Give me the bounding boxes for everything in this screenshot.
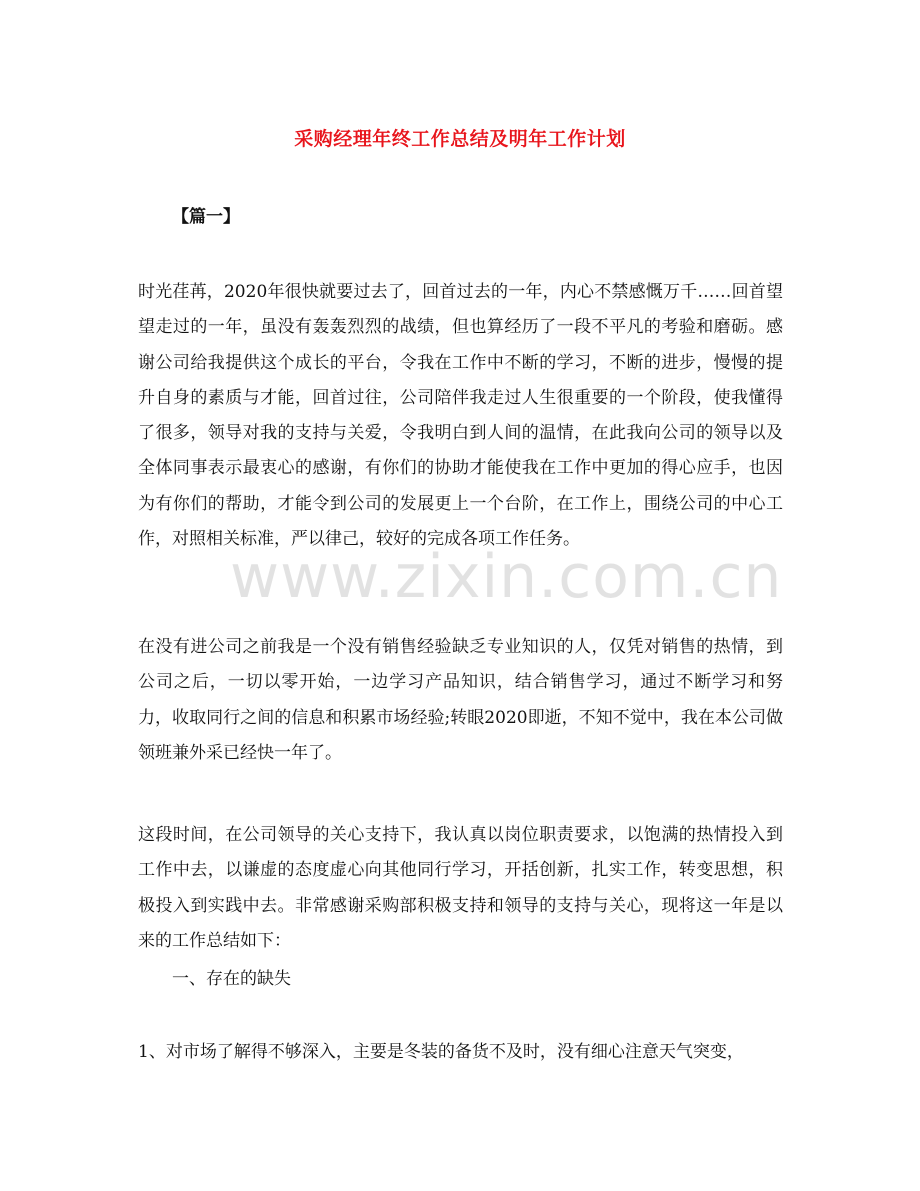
list-item-1: 1、对市场了解得不够深入，主要是冬装的备货不及时，没有细心注意天气突变， bbox=[138, 1042, 744, 1062]
paragraph-1: 时光荏苒，2020年很快就要过去了，回首过去的一年，内心不禁感慨万千……回首望望走过的一年，虽没有轰轰烈烈的战绩，但也算经历了一段不平凡的考验和磨砺。感谢公司给我提供这个成长的平台，令我在工作中不断的学习，不断的进步，慢慢的提升自身的素质与才能，回首过往，公司陪伴我走过人生很重要的一个阶段，使我懂得了很多，领导对我的支持与关爱，令我明白到人间的温情，在此我向公司的领导以及全体同事表示最衷心的感谢，有你们的协助才能使我在工作中更加的得心应手，也因为有你们的帮助，才能令到公司的发展更上一个台阶，在工作上，围绕公司的中心工作，对照相关标准，严以律己，较好的完成各项工作任务。 bbox=[138, 282, 783, 550]
subheading-shortcomings: 一、存在的缺失 bbox=[172, 969, 291, 989]
section-heading: 【篇一】 bbox=[172, 207, 240, 227]
paragraph-2: 在没有进公司之前我是一个没有销售经验缺乏专业知识的人，仅凭对销售的热情，到公司之后，一切以零开始，一边学习产品知识，结合销售学习，通过不断学习和努力，收取同行之间的信息和积累市场经验;转眼2020即逝，不知不觉中，我在本公司做领班兼外采已经快一年了。 bbox=[138, 637, 783, 763]
document-title: 采购经理年终工作总结及明年工作计划 bbox=[294, 128, 626, 150]
paragraph-3: 这段时间，在公司领导的关心支持下，我认真以岗位职责要求，以饱满的热情投入到工作中去，以谦虚的态度虚心向其他同行学习，开括创新，扎实工作，转变思想，积极投入到实践中去。非常感谢采购部积极支持和领导的支持与关心，现将这一年是以来的工作总结如下： bbox=[138, 825, 783, 951]
watermark: www.zixin.com.cn bbox=[230, 542, 783, 612]
